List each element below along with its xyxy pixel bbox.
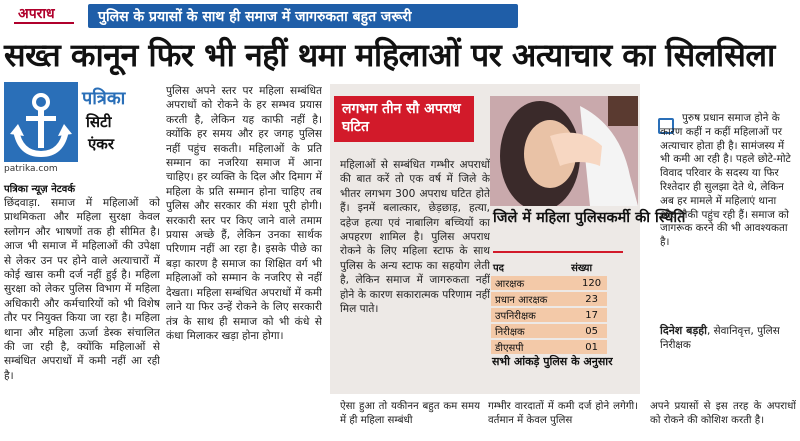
table-row: [491, 276, 607, 290]
table-row: [491, 340, 607, 354]
article-column-4-bottom: गम्भीर वारदातों में कमी दर्ज होने लगेगी। वर्तमान में केवल पुलिस: [488, 401, 638, 426]
table-row: [491, 292, 607, 306]
table-cell-post: उपनिरीक्षक: [491, 308, 556, 322]
headline: सख्त कानून फिर भी नहीं थमा महिलाओं पर अत्याचार का सिलसिला: [4, 36, 775, 74]
article-column-3-bottom: ऐसा हुआ तो यकीनन बहुत कम समय में ही महिला सम्बंधी: [340, 401, 480, 426]
quote-attribution: [660, 324, 796, 352]
table-row: [491, 308, 607, 322]
table-row: [491, 324, 607, 338]
table-cell-post: निरीक्षक: [491, 324, 556, 338]
anchor-logo: [4, 82, 78, 162]
table-title: जिले में महिला पुलिसकर्मी की स्थिति: [493, 210, 686, 226]
box-title: लगभग तीन सौ अपराध घटित: [334, 96, 474, 142]
site-url[interactable]: patrika.com: [4, 164, 58, 174]
table-header-count: संख्या: [571, 263, 593, 274]
table-cell-post: आरक्षक: [491, 276, 556, 290]
brand-anchor: एंकर: [88, 135, 114, 153]
table-title-underline: [493, 251, 623, 253]
quote-name: दिनेश बड़ही: [660, 324, 707, 337]
illustration-photo: [490, 96, 638, 206]
brand-name: पत्रिका: [82, 88, 126, 109]
table-header-post: पद: [493, 263, 504, 274]
table-cell-count: 23: [556, 292, 607, 306]
article-column-1: छिंदवाड़ा. समाज में महिलाओं को प्राथमिकता और महिला सुरक्षा केवल स्लोगन और भाषणों तक ही सीमित है। आज भी समाज में महिलाओं की उपेक्षा से लेकर उन पर होने वाले अत्याचारों में कोई खास कमी दर्ज नहीं हुई है। महिला सुरक्षा को लेकर पुलिस विभाग में महिला अधिकारी और कर्मचारियों को भी विशेष तौर पर नियुक्त किया जा रहा है। महिला थाना और महिला ऊर्जा डेस्क संचालित की जा रही है, क्योंकि महिलाओं से सम्बंधित अपराधों में कमी नहीं आ रही है।: [4, 197, 160, 382]
quote-text: पुरुष प्रधान समाज होने के कारण कहीं न कहीं महिलाओं पर अत्याचार होता ही है। सामंजस्य में भी कमी आ रही है। पहले छोटे-मोटे विवाद परिवार के सदस्य या फिर रिश्तेदार ही सुलझा देते थे, लेकिन अब हर मामले में महिलाएं थाना और चौकी पहुंच रही हैं। समाज को जागरूक करने की भी आवश्यकता है।: [660, 112, 791, 249]
table-source: सभी आंकड़े पुलिस के अनुसार: [492, 355, 613, 368]
table-cell-post: प्रधान आरक्षक: [491, 292, 556, 306]
table-cell-count: 01: [556, 340, 607, 354]
quote-role: , सेवानिवृत्त, पुलिस निरीक्षक: [660, 325, 780, 351]
strap-banner: पुलिस के प्रयासों के साथ ही समाज में जागरुकता बहुत जरूरी: [88, 4, 518, 28]
section-tag: अपराध: [18, 6, 55, 22]
section-tag-underline: [14, 22, 74, 24]
table-cell-count: 17: [556, 308, 607, 322]
byline: पत्रिका न्यूज़ नेटवर्क: [4, 184, 76, 195]
table-cell-count: 05: [556, 324, 607, 338]
article-column-2: पुलिस अपने स्तर पर महिला सम्बंधित अपराधों को रोकने के हर सम्भव प्रयास करती है, लेकिन यह काफी नहीं है। क्योंकि हर समय और हर जगह पुलिस नहीं पहुंच सकती। महिलाओं के प्रति सम्मान का नजरिया समाज में आना चाहिए। हर व्यक्ति के दिल और दिमाग में महिला के प्रति सम्मान होना चाहिए तब पुलिस और सरकार की मंशा पूरी होगी। सरकारी स्तर पर किए जाने वाले तमाम प्रयास अच्छे हैं, लेकिन उनका सार्थक परिणाम नहीं आ रहा है। इसके पीछे का बड़ा कारण है समाज का शिक्षित वर्ग भी महिलाओं को सम्मान के नजरिए से नहीं देखता। महिला सम्बंधित अपराधों में कमी लाने या फिर उन्हें रोकने के लिए सरकारी तंत्र के साथ ही समाज को भी कंधे से कंधा मिलाकर खड़ा होना होगा।: [166, 85, 322, 342]
table-cell-post: डीएसपी: [491, 340, 556, 354]
anchor-icon: [4, 82, 78, 162]
police-stats-table: [491, 258, 607, 356]
box-body: महिलाओं से सम्बंधित गम्भीर अपराधों की बात करें तो एक वर्ष में जिले के भीतर लगभग 300 अपराध घटित होते हैं। इनमें बलात्कार, छेड़छाड़, हत्या, दहेज हत्या एवं नाबालिग बच्चियों का अपहरण शामिल है। पुलिस अपराध रोकने के लिए महिला स्टाफ के साथ पुलिस के अन्य स्टाफ का सहयोग लेती है, लेकिन समाज में जागरुकता नहीं होने के कारण सकारात्मक परिणाम नहीं मिल पाते।: [340, 159, 490, 316]
table-cell-count: 120: [556, 276, 607, 290]
brand-city: सिटी: [86, 113, 112, 131]
article-column-5-bottom: अपने प्रयासों से इस तरह के अपराधों को रोकने की कोशिश करती है।: [650, 401, 796, 426]
